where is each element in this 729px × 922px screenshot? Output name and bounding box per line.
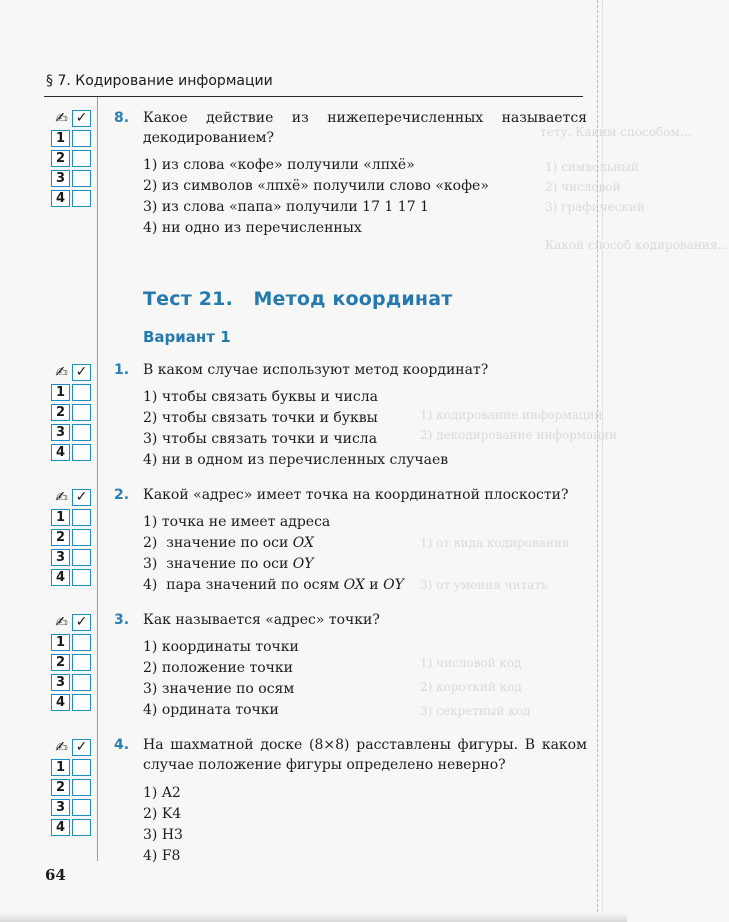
pen-icon: ✍	[55, 488, 68, 506]
question-number: 4.	[114, 737, 130, 753]
option-number: 1	[51, 759, 70, 776]
answer-option: 2) положение точки	[143, 660, 293, 676]
pen-icon: ✍	[55, 613, 68, 631]
answer-checkbox[interactable]	[72, 634, 91, 651]
answer-checkbox[interactable]	[72, 799, 91, 816]
question-text: Какой «адрес» имеет точка на координатной плоскости?	[143, 487, 569, 503]
answer-option	[143, 533, 314, 553]
check-box[interactable]: ✓	[72, 364, 91, 381]
answer-checkbox[interactable]	[72, 170, 91, 187]
option-number: 2	[51, 529, 70, 546]
header-rule	[44, 96, 583, 97]
answer-option: 1) чтобы связать буквы и числа	[143, 389, 378, 405]
option-number: 3	[51, 799, 70, 816]
question-number: 1.	[114, 362, 130, 378]
answer-checkbox[interactable]	[72, 424, 91, 441]
answer-checkbox[interactable]	[72, 444, 91, 461]
margin-rule	[97, 97, 98, 861]
bleed-through: 1) символьный	[545, 160, 639, 174]
answer-checkbox[interactable]	[72, 819, 91, 836]
bleed-through: 3) секретный код	[420, 704, 531, 718]
answer-checkbox[interactable]	[72, 654, 91, 671]
test-title: Тест 21. Метод координат	[143, 288, 453, 310]
option-number: 1	[51, 509, 70, 526]
answer-checkbox[interactable]	[72, 569, 91, 586]
option-number: 1	[51, 384, 70, 401]
page-number: 64	[45, 866, 66, 884]
answer-option: 4) ордината точки	[143, 702, 279, 718]
question-text: На шахматной доске (8×8) расставлены фигуры. В каком случае положение фигуры определено неверно?	[143, 737, 587, 773]
answer-checkbox[interactable]	[72, 779, 91, 796]
option-number: 4	[51, 190, 70, 207]
question-number: 8.	[114, 110, 130, 126]
question-text: В каком случае используют метод координат?	[143, 362, 489, 378]
answer-option: 3) из слова «папа» получили 17 1 17 1	[143, 199, 429, 215]
page-edge	[597, 0, 598, 922]
answer-checkbox[interactable]	[72, 759, 91, 776]
check-box[interactable]: ✓	[72, 739, 91, 756]
pen-icon: ✍	[55, 738, 68, 756]
answer-option	[143, 554, 314, 574]
pen-icon: ✍	[55, 363, 68, 381]
answer-option	[143, 575, 404, 595]
answer-option: 2) K4	[143, 806, 182, 822]
option-text: 2) значение по оси	[143, 535, 293, 551]
answer-option: 3) значение по осям	[143, 681, 295, 697]
question-number: 3.	[114, 612, 130, 628]
section-header: § 7. Кодирование информации	[46, 73, 273, 89]
option-number: 3	[51, 549, 70, 566]
answer-checkbox[interactable]	[72, 150, 91, 167]
answer-box-q3	[51, 612, 95, 712]
answer-option: 1) A2	[143, 785, 181, 801]
variant-title: Вариант 1	[143, 328, 231, 346]
check-box[interactable]: ✓	[72, 614, 91, 631]
question-number: 2.	[114, 487, 130, 503]
axis-label: OX	[292, 535, 314, 551]
bleed-through: 3) от умения читать	[420, 578, 548, 592]
bleed-through: 2) декодирование информации	[420, 428, 617, 442]
answer-option: 1) из слова «кофе» получили «лпхё»	[143, 157, 415, 173]
answer-checkbox[interactable]	[72, 674, 91, 691]
axis-label: OX	[343, 577, 365, 593]
answer-box-q8	[51, 108, 95, 208]
option-text: 4) пара значений по осям	[143, 577, 344, 593]
option-number: 2	[51, 654, 70, 671]
answer-checkbox[interactable]	[72, 190, 91, 207]
bleed-through: 1) числовой код	[420, 656, 522, 670]
bleed-through: 1) от вида кодирования	[420, 536, 570, 550]
axis-label: OY	[292, 556, 314, 572]
option-text: 3) значение по оси	[143, 556, 293, 572]
answer-option: 1) точка не имеет адреса	[143, 514, 331, 530]
bleed-through: 2) числовой	[545, 180, 621, 194]
answer-option: 1) координаты точки	[143, 639, 299, 655]
answer-checkbox[interactable]	[72, 509, 91, 526]
answer-checkbox[interactable]	[72, 549, 91, 566]
option-number: 4	[51, 819, 70, 836]
axis-label: OY	[383, 577, 404, 593]
answer-option: 3) чтобы связать точки и числа	[143, 431, 378, 447]
option-number: 1	[51, 130, 70, 147]
check-box[interactable]: ✓	[72, 110, 91, 127]
answer-option: 4) F8	[143, 848, 181, 864]
option-number: 1	[51, 634, 70, 651]
answer-box-q1	[51, 362, 95, 462]
option-number: 4	[51, 569, 70, 586]
question-text: Как называется «адрес» точки?	[143, 612, 380, 628]
pen-icon: ✍	[55, 109, 68, 127]
page-shadow	[0, 912, 627, 922]
check-box[interactable]: ✓	[72, 489, 91, 506]
answer-box-q2	[51, 487, 95, 587]
option-number: 2	[51, 150, 70, 167]
answer-option: 3) H3	[143, 827, 183, 843]
bleed-through: 1) кодирование информации	[420, 408, 603, 422]
answer-option: 2) из символов «лпхё» получили слово «кофе»	[143, 178, 489, 194]
option-number: 2	[51, 779, 70, 796]
bleed-through: Какой способ кодирования...	[545, 238, 729, 252]
option-number: 3	[51, 424, 70, 441]
question-text: Какое действие из нижеперечисленных называется декодированием?	[143, 110, 587, 146]
answer-checkbox[interactable]	[72, 384, 91, 401]
option-text: и	[364, 577, 384, 593]
answer-box-q4	[51, 737, 95, 837]
page-edge	[602, 0, 603, 922]
answer-option: 4) ни в одном из перечисленных случаев	[143, 452, 449, 468]
bleed-through: 3) графический	[545, 200, 645, 214]
option-number: 3	[51, 674, 70, 691]
answer-option: 4) ни одно из перечисленных	[143, 220, 362, 236]
option-number: 4	[51, 444, 70, 461]
answer-option: 2) чтобы связать точки и буквы	[143, 410, 378, 426]
bleed-through: тету. Каким способом...	[540, 125, 692, 139]
answer-checkbox[interactable]	[72, 404, 91, 421]
option-number: 2	[51, 404, 70, 421]
answer-checkbox[interactable]	[72, 130, 91, 147]
answer-checkbox[interactable]	[72, 529, 91, 546]
bleed-through: 2) короткий код	[420, 680, 522, 694]
option-number: 4	[51, 694, 70, 711]
answer-checkbox[interactable]	[72, 694, 91, 711]
option-number: 3	[51, 170, 70, 187]
